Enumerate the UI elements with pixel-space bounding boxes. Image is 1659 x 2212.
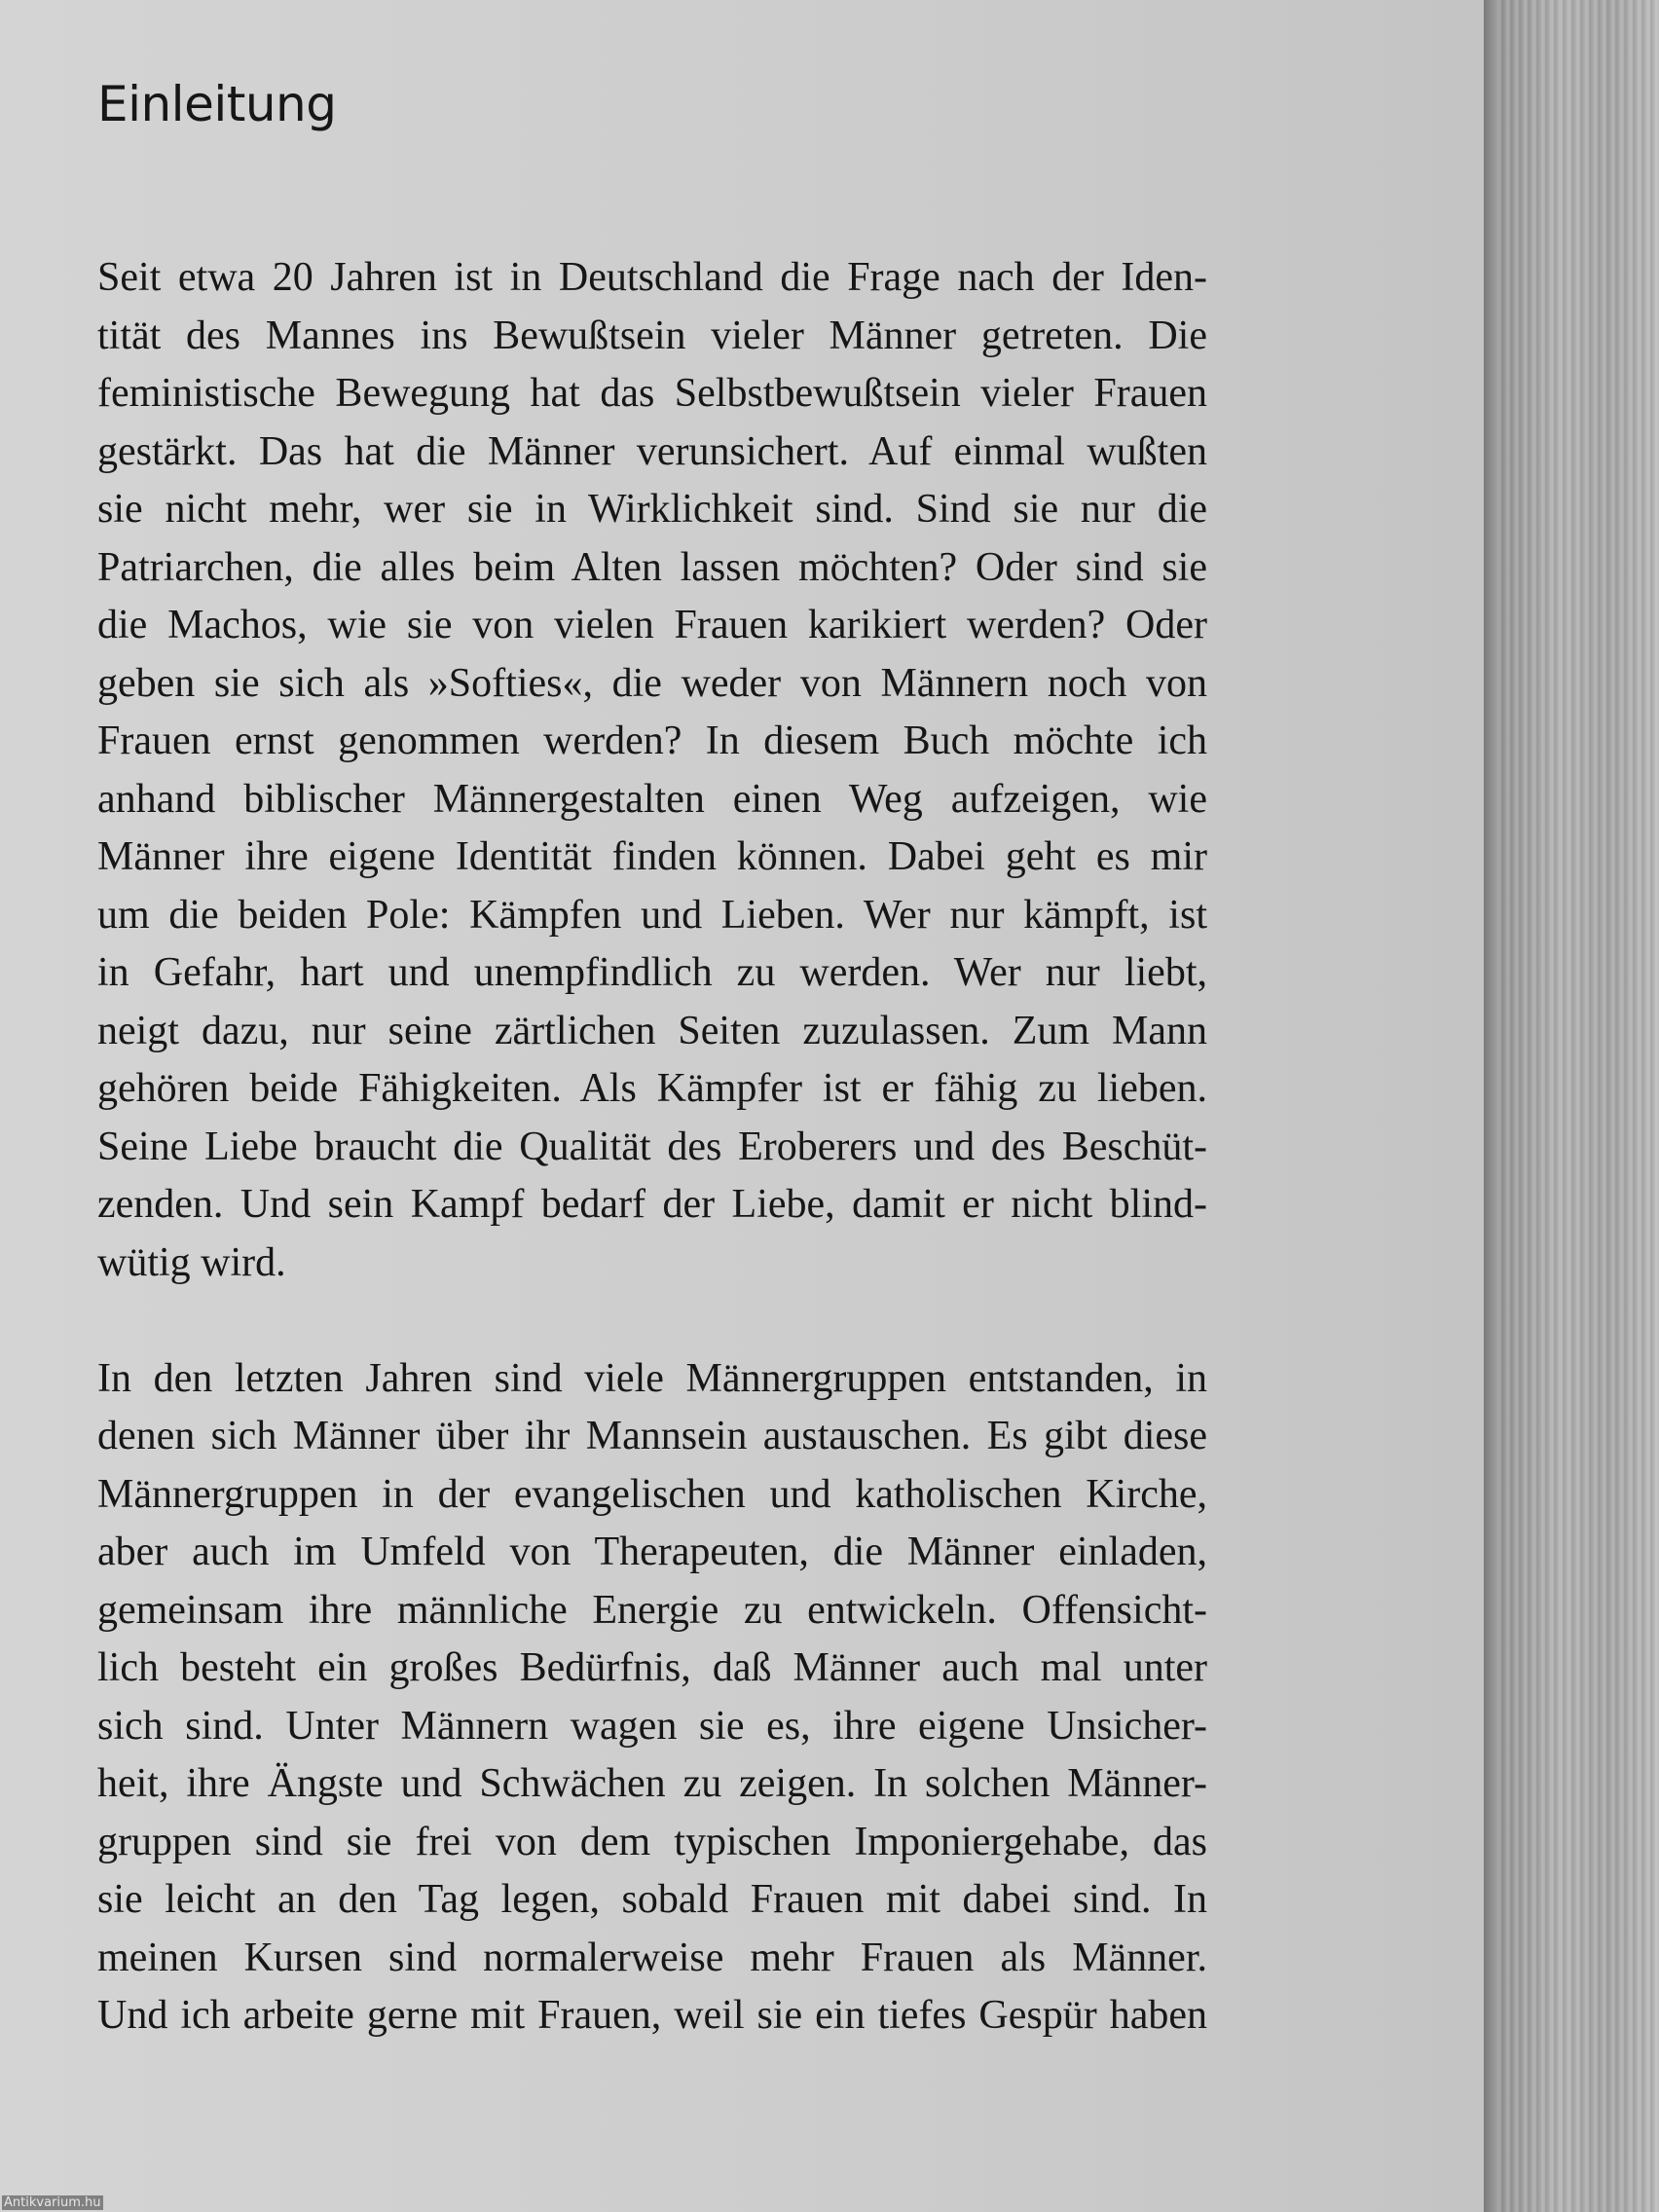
text-line: gruppen sind sie frei von dem typischen Imponiergehabe, das (97, 1819, 1207, 1864)
text-line: tität des Mannes ins Bewußtsein vieler Männer getreten. Die (97, 313, 1207, 358)
text-line: sich sind. Unter Männern wagen sie es, ihre eigene Unsicher- (97, 1703, 1207, 1749)
body-text (97, 249, 1207, 2046)
text-line: Frauen ernst genommen werden? In diesem Buch möchte ich (97, 719, 1207, 763)
text-line: die Machos, wie sie von vielen Frauen karikiert werden? Oder (97, 603, 1207, 647)
text-line: denen sich Männer über ihr Mannsein austauschen. Es gibt diese (97, 1414, 1207, 1458)
text-line: in Gefahr, hart und unempfindlich zu werden. Wer nur liebt, (97, 950, 1207, 995)
text-line: gehören beide Fähigkeiten. Als Kämpfer ist er fähig zu lieben. (97, 1066, 1207, 1111)
text-line: geben sie sich als »Softies«, die weder von Männern noch von (97, 660, 1207, 706)
chapter-heading: Einleitung (97, 76, 337, 132)
text-line: sie nicht mehr, wer sie in Wirklichkeit sind. Sind sie nur die (97, 487, 1207, 532)
paragraph (97, 1350, 1207, 2046)
paragraph (97, 249, 1207, 1292)
text-line: sie leicht an den Tag legen, sobald Frauen mit dabei sind. In (97, 1877, 1207, 1922)
text-line: anhand biblischer Männergestalten einen Weg aufzeigen, wie (97, 776, 1207, 822)
page-edge-shadow (1484, 0, 1497, 2212)
text-line: Männer ihre eigene Identität finden können. Dabei geht es mir (97, 834, 1207, 879)
text-line: aber auch im Umfeld von Therapeuten, die Männer einladen, (97, 1530, 1207, 1574)
text-line: gestärkt. Das hat die Männer verunsichert. Auf einmal wußten (97, 428, 1207, 474)
paragraph-gap (97, 1292, 1207, 1350)
watermark-text: Antikvarium.hu (4, 2195, 101, 2210)
text-line: Patriarchen, die alles beim Alten lassen möchten? Oder sind sie (97, 544, 1207, 590)
text-line: Seit etwa 20 Jahren ist in Deutschland die Frage nach der Iden- (97, 255, 1207, 300)
text-line: Männergruppen in der evangelischen und katholischen Kirche, (97, 1471, 1207, 1517)
text-line: um die beiden Pole: Kämpfen und Lieben. Wer nur kämpft, ist (97, 892, 1207, 938)
text-line: meinen Kursen sind normalerweise mehr Frauen als Männer. (97, 1935, 1207, 1980)
text-line: lich besteht ein großes Bedürfnis, daß Männer auch mal unter (97, 1645, 1207, 1690)
text-line: zenden. Und sein Kampf bedarf der Liebe, damit er nicht blind- (97, 1182, 1207, 1227)
text-line: heit, ihre Ängste und Schwächen zu zeigen. In solchen Männer- (97, 1761, 1207, 1806)
text-line: wütig wird. (97, 1239, 286, 1285)
text-line: Und ich arbeite gerne mit Frauen, weil sie ein tiefes Gespür haben (97, 1993, 1207, 2038)
text-line: Seine Liebe braucht die Qualität des Eroberers und des Beschüt- (97, 1124, 1207, 1169)
wood-background (1497, 0, 1659, 2212)
text-line: gemeinsam ihre männliche Energie zu entwickeln. Offensicht- (97, 1587, 1207, 1633)
text-line: In den letzten Jahren sind viele Männergruppen entstanden, in (97, 1355, 1207, 1401)
text-line: neigt dazu, nur seine zärtlichen Seiten zuzulassen. Zum Mann (97, 1008, 1207, 1053)
text-line: feministische Bewegung hat das Selbstbewußtsein vieler Frauen (97, 371, 1207, 416)
